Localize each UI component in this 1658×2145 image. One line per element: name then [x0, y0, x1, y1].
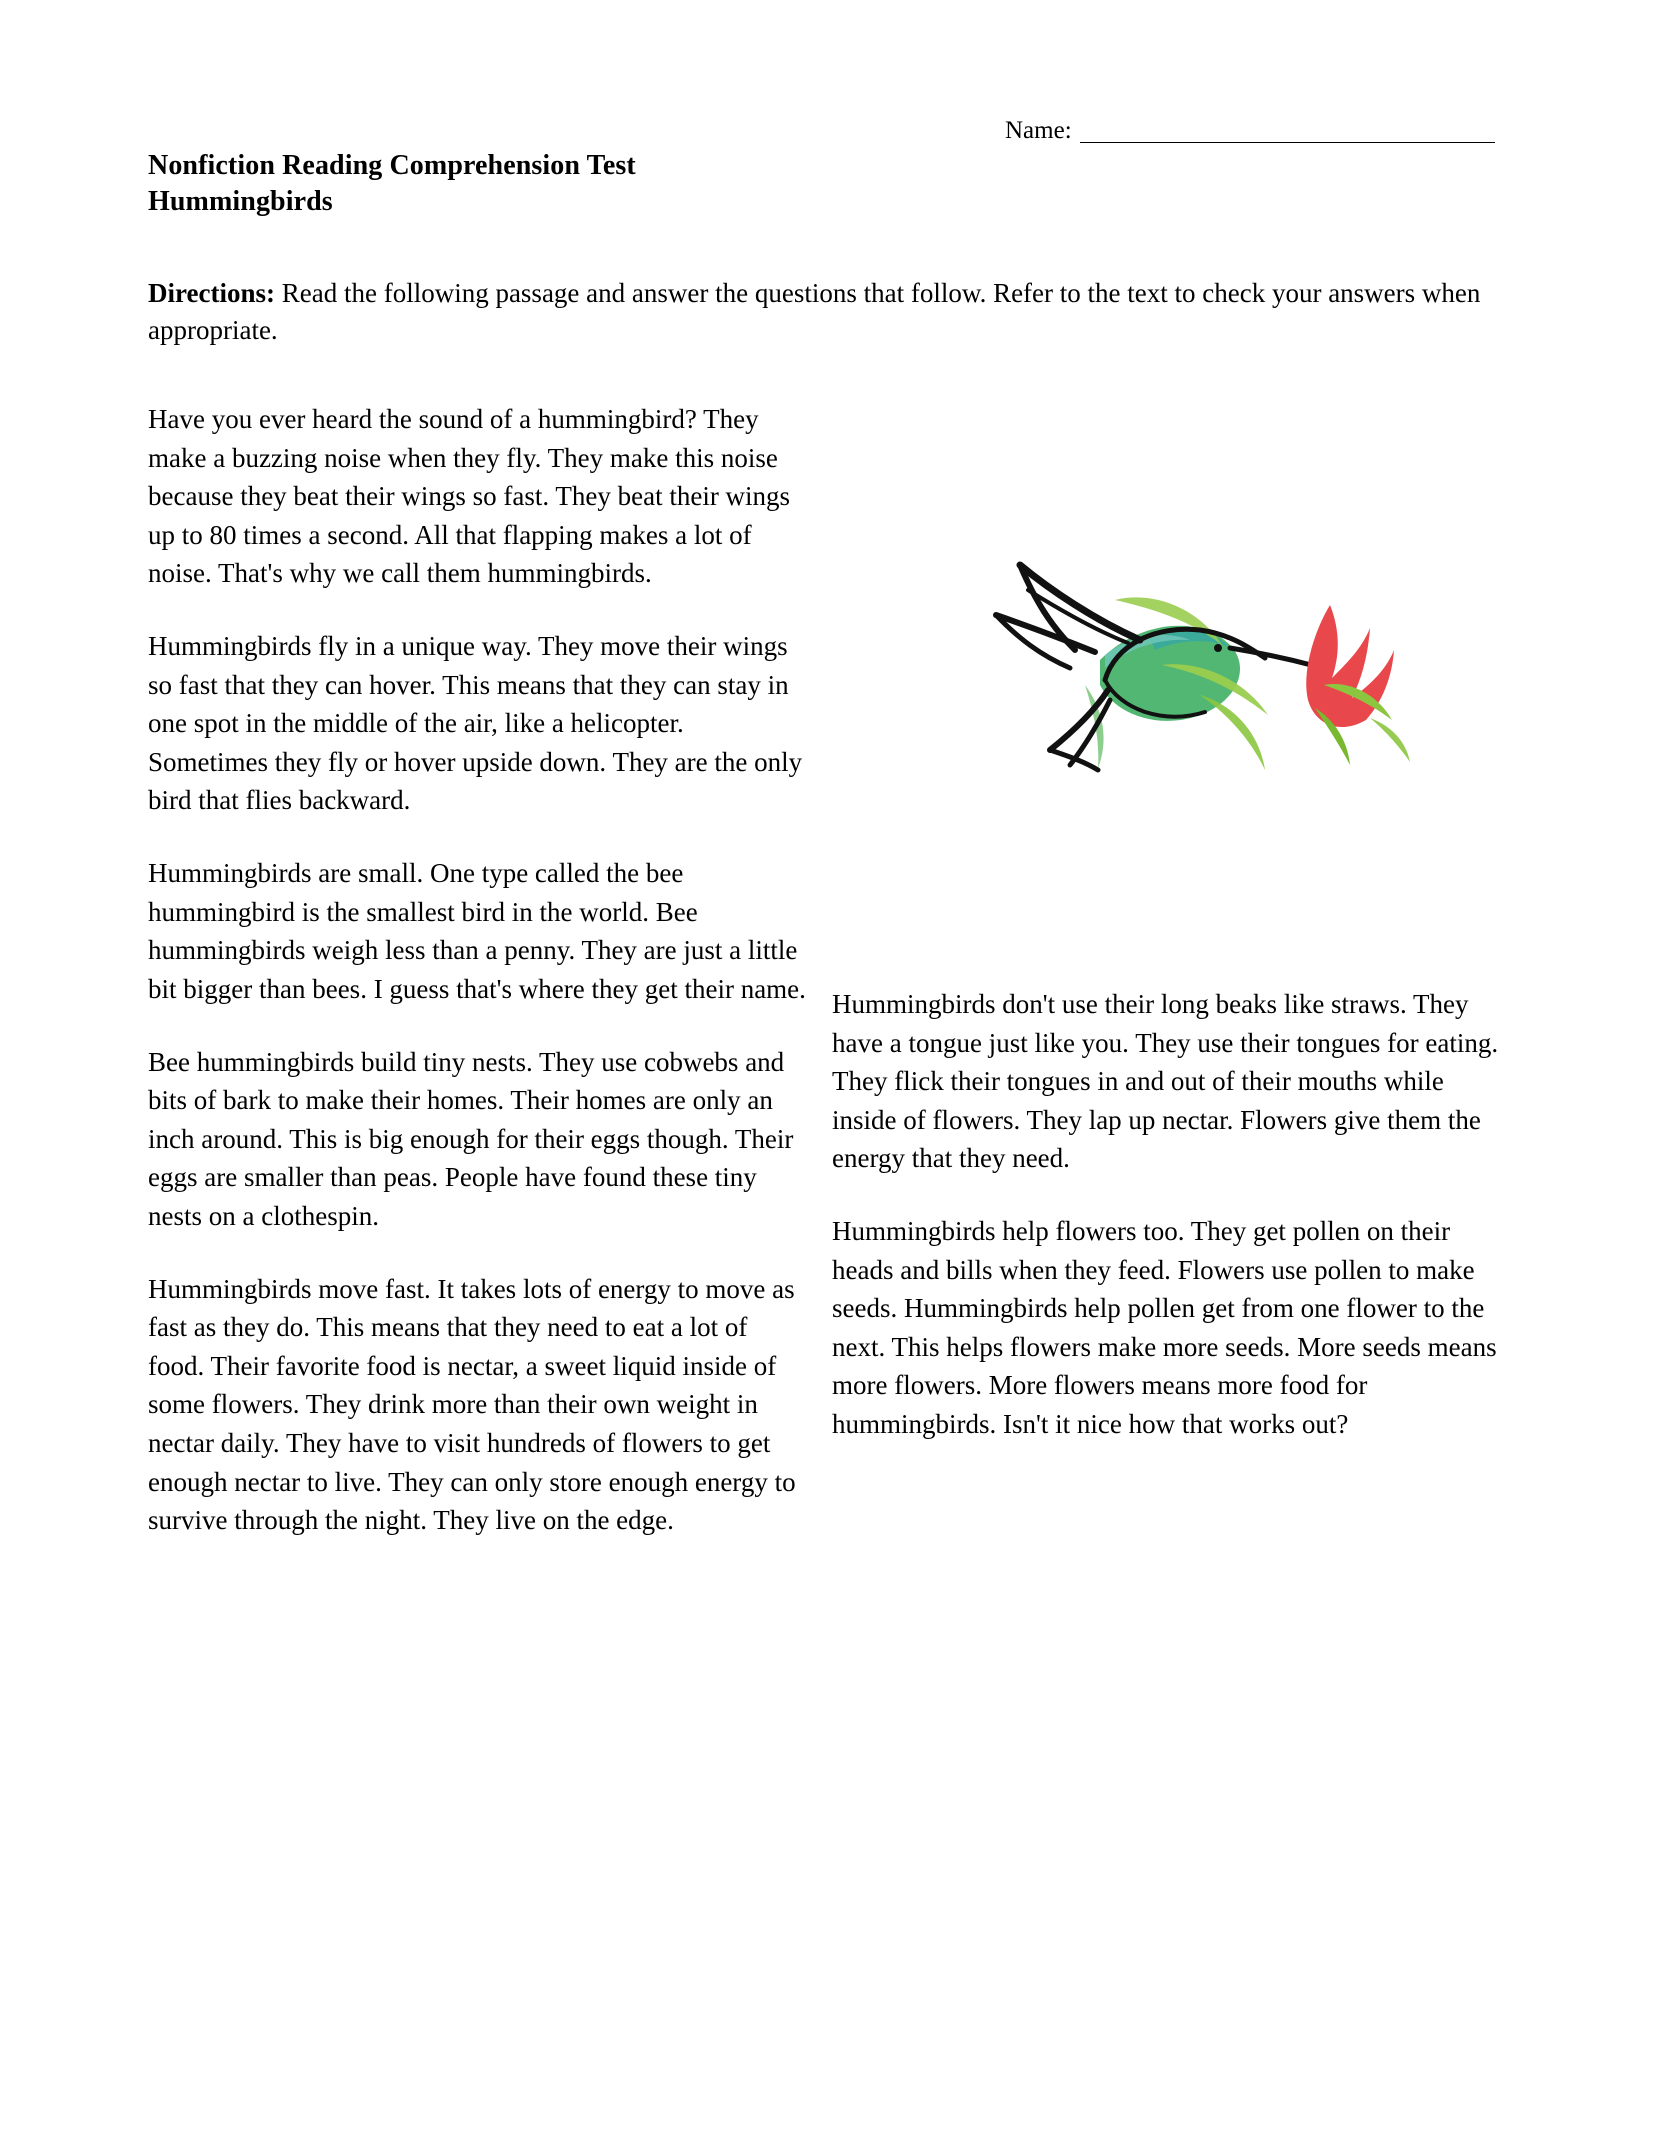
paragraph: Hummingbirds fly in a unique way. They move their wings so fast that they can hover. This means that they can stay in one spot in the middle of the air, like a helicopter. Sometimes they fly or hover upside down. They are the only bird that flies backward.: [148, 631, 803, 816]
directions-label: Directions:: [148, 278, 275, 308]
passage-left-column: [148, 400, 808, 1540]
paragraph: Have you ever heard the sound of a hummingbird? They make a buzzing noise when they fly. They make this noise because they beat their wings so fast. They beat their wings up to 80 times a second. All that flapping makes a lot of noise. That's why we call them hummingbirds.: [148, 404, 791, 589]
title-line-1: Nonfiction Reading Comprehension Test: [148, 150, 636, 181]
hummingbird-icon: [900, 480, 1420, 830]
paragraph: Hummingbirds help flowers too. They get pollen on their heads and bills when they feed. Flowers use pollen to make seeds. Hummingbirds help pollen get from one flower to the next. This helps flowers make more seeds. More seeds means more flowers. More flowers means more food for hummingbirds. Isn't it nice how that works out?: [832, 1216, 1497, 1440]
directions: [148, 275, 1496, 348]
page-title: [148, 148, 1048, 220]
title-line-2: Hummingbirds: [148, 185, 333, 217]
passage-right-column: [832, 985, 1502, 1444]
directions-text: Read the following passage and answer the questions that follow. Refer to the text to check your answers when appropriate.: [148, 278, 1481, 345]
paragraph: Hummingbirds don't use their long beaks like straws. They have a tongue just like you. They use their tongues for eating. They flick their tongues in and out of their mouths while inside of flowers. They lap up nectar. Flowers give them the energy that they need.: [832, 989, 1499, 1174]
name-field-row: [1005, 118, 1495, 143]
hummingbird-illustration: [900, 480, 1420, 830]
paragraph: Hummingbirds are small. One type called the bee hummingbird is the smallest bird in the world. Bee hummingbirds weigh less than a penny. They are just a little bit bigger than bees. I guess that's where they get their name.: [148, 858, 806, 1004]
name-write-in-line[interactable]: [1080, 120, 1495, 143]
paragraph: Bee hummingbirds build tiny nests. They use cobwebs and bits of bark to make their homes. Their homes are only an inch around. This is big enough for their eggs though. Their eggs are smaller than peas. People have found these tiny nests on a clothespin.: [148, 1046, 794, 1231]
name-label: Name:: [1005, 117, 1072, 144]
paragraph: Hummingbirds move fast. It takes lots of energy to move as fast as they do. This means that they need to eat a lot of food. Their favorite food is nectar, a sweet liquid inside of some flowers. They drink more than their own weight in nectar daily. They have to visit hundreds of flowers to get enough nectar to live. They can only store enough energy to survive through the night. They live on the edge.: [148, 1273, 796, 1536]
